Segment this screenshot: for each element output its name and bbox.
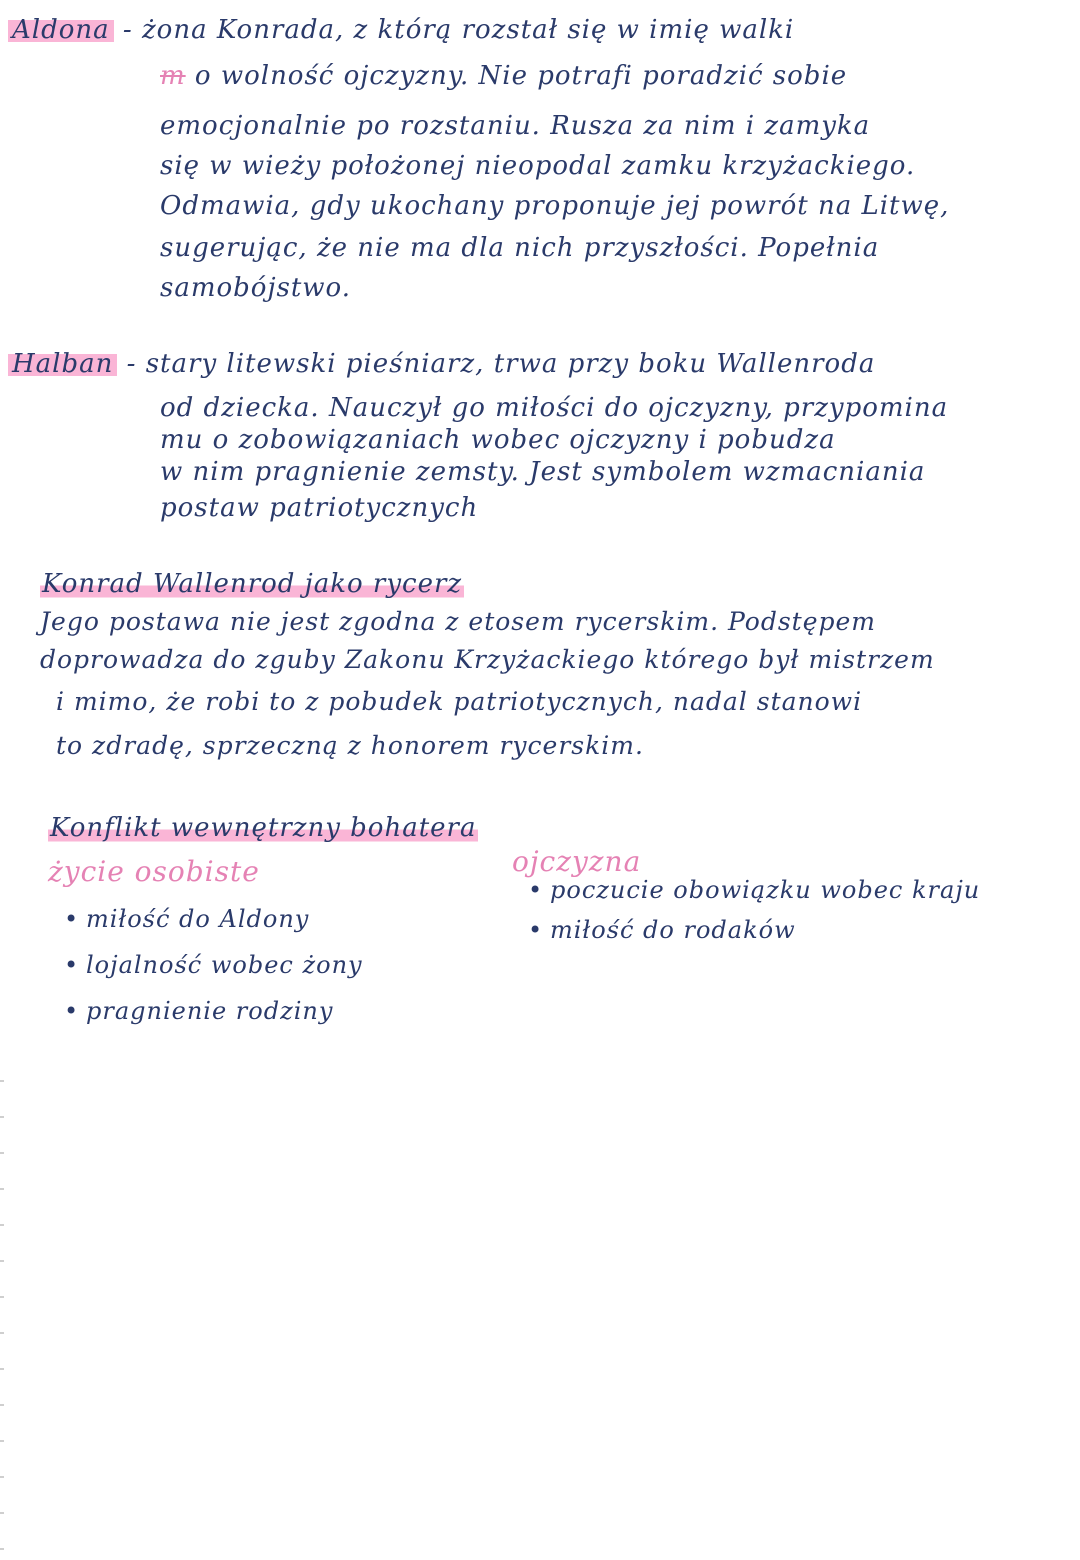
aldona-term: Aldona <box>8 14 114 46</box>
aldona-dash: - <box>122 15 133 45</box>
aldona-line-5: Odmawia, gdy ukochany proponuje jej powrót na Litwę, <box>160 191 950 221</box>
aldona-line-1: żona Konrada, z którą rozstał się w imię walki <box>141 15 795 45</box>
scan-edge-marks <box>0 1080 4 1560</box>
knight-line-4: to zdradę, sprzeczną z honorem rycerskim. <box>56 731 644 760</box>
aldona-line-3: emocjonalnie po rozstaniu. Rusza za nim i zamyka <box>160 111 871 141</box>
halban-dash: - <box>126 349 137 379</box>
personal-life-title: życie osobiste <box>48 855 260 888</box>
list-item: • pragnienie rodziny <box>64 988 363 1034</box>
aldona-line-4: się w wieży położonej nieopodal zamku krzyżackiego. <box>160 151 916 181</box>
aldona-struck-word: m <box>160 61 186 91</box>
halban-line-5: postaw patriotycznych <box>160 493 479 523</box>
list-item: • poczucie obowiązku wobec kraju <box>528 870 980 910</box>
aldona-line-7: samobójstwo. <box>160 273 352 303</box>
list-item: • miłość do Aldony <box>64 896 363 942</box>
knight-heading: Konrad Wallenrod jako rycerz <box>42 569 463 599</box>
knight-line-1: Jego postawa nie jest zgodna z etosem rycerskim. Podstępem <box>40 607 877 636</box>
knight-line-2: doprowadza do zguby Zakonu Krzyżackiego którego był mistrzem <box>40 645 935 674</box>
conflict-heading: Konflikt wewnętrzny bohatera <box>50 813 477 843</box>
homeland-title: ojczyzna <box>512 845 642 878</box>
halban-line-2: od dziecka. Nauczył go miłości do ojczyzny, przypomina <box>160 393 949 423</box>
list-item: • lojalność wobec żony <box>64 942 363 988</box>
aldona-line-6: sugerując, że nie ma dla nich przyszłości. Popełnia <box>160 233 880 263</box>
knight-line-3: i mimo, że robi to z pobudek patriotycznych, nadal stanowi <box>56 687 863 716</box>
homeland-list <box>528 870 980 950</box>
halban-line-4: w nim pragnienie zemsty. Jest symbolem wzmacniania <box>160 457 926 487</box>
halban-term: Halban <box>8 348 117 380</box>
halban-line-3: mu o zobowiązaniach wobec ojczyzny i pobudza <box>160 425 836 455</box>
halban-line-1: stary litewski pieśniarz, trwa przy boku Wallenroda <box>145 349 876 379</box>
list-item: • miłość do rodaków <box>528 910 980 950</box>
personal-life-list <box>64 896 363 1034</box>
aldona-line-2: o wolność ojczyzny. Nie potrafi poradzić sobie <box>194 61 848 91</box>
